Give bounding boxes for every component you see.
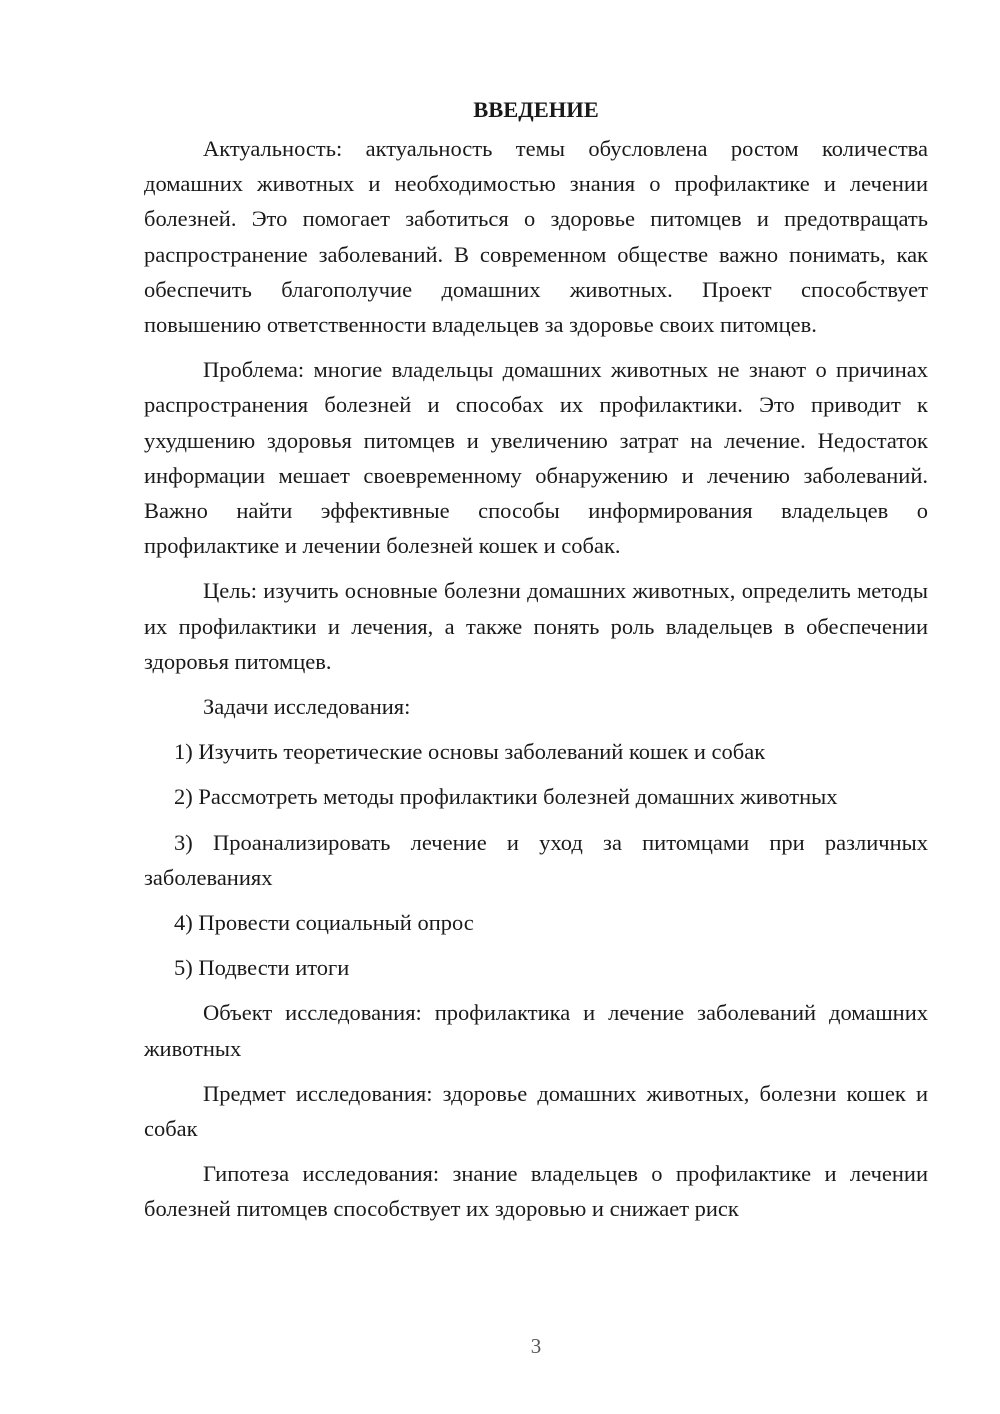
task-item-4: 4) Провести социальный опрос	[174, 910, 474, 936]
task-item-1: 1) Изучить теоретические основы заболеваний кошек и собак	[174, 739, 766, 765]
task-item-3: 3) Проанализировать лечение и уход за питомцами при различных заболеваниях	[144, 829, 928, 890]
hypothesis-paragraph: Гипотеза исследования: знание владельцев о профилактике и лечении болезней питомцев способствует их здоровью и снижает риск	[144, 1161, 928, 1222]
research-object-paragraph: Объект исследования: профилактика и лечение заболеваний домашних животных	[144, 1000, 928, 1061]
page-number: 3	[530, 1334, 542, 1358]
goal-paragraph: Цель: изучить основные болезни домашних животных, определить методы их профилактики и лечения, а также понять роль владельцев в обеспечении здоровья питомцев.	[144, 578, 928, 674]
tasks-heading: Задачи исследования:	[203, 694, 411, 720]
problem-paragraph: Проблема: многие владельцы домашних животных не знают о причинах распространения болезней и способах их профилактики. Это приводит к ухудшению здоровья питомцев и увеличению затрат на лечение. Недостаток информации мешает своевременному обнаружению и лечению заболеваний. Важно найти эффективные способы информирования владельцев о профилактике и лечении болезней кошек и собак.	[144, 357, 928, 559]
task-item-5: 5) Подвести итоги	[174, 955, 350, 981]
document-body	[144, 93, 928, 1237]
research-subject-paragraph: Предмет исследования: здоровье домашних животных, болезни кошек и собак	[144, 1080, 928, 1142]
relevance-paragraph: Актуальность: актуальность темы обусловлена ростом количества домашних животных и необходимостью знания о профилактике и лечении болезней. Это помогает заботиться о здоровье питомцев и предотвращать распространение заболеваний. В современном обществе важно понимать, как обеспечить благополучие домашних животных. Проект способствует повышению ответственности владельцев за здоровье своих питомцев.	[144, 136, 928, 338]
task-item-2: 2) Рассмотреть методы профилактики болезней домашних животных	[174, 784, 838, 810]
page-title: ВВЕДЕНИЕ	[473, 97, 599, 122]
